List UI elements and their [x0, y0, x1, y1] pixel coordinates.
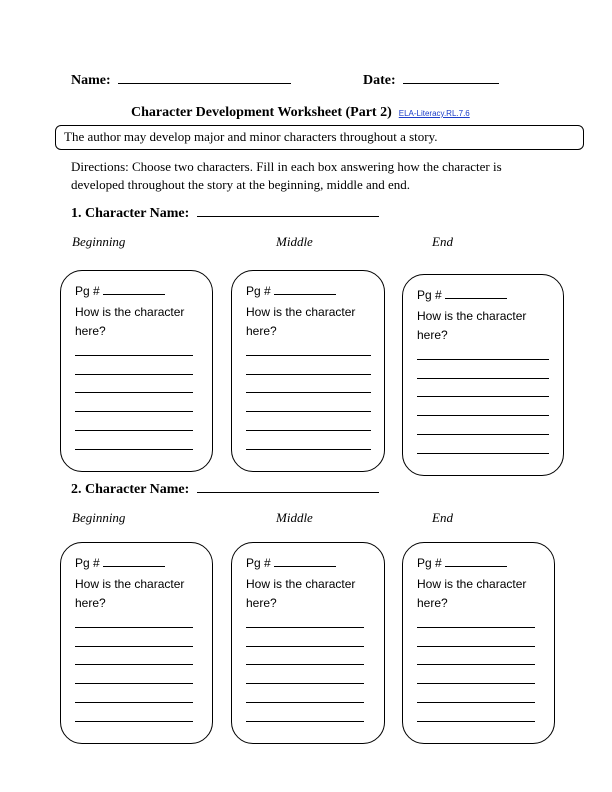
answer-line[interactable]	[246, 374, 371, 375]
character-2-row	[71, 482, 379, 498]
section-1-stage-beginning: Beginning	[72, 234, 126, 249]
pg-blank[interactable]	[274, 294, 336, 295]
date-blank[interactable]	[403, 83, 499, 84]
box-question: How is the character here?	[246, 577, 356, 610]
answer-line[interactable]	[417, 396, 549, 397]
answer-line[interactable]	[246, 664, 364, 665]
character-2-label: 2. Character Name:	[71, 482, 190, 497]
section-2-beginning-box[interactable]	[60, 542, 213, 744]
box-question: How is the character here?	[75, 305, 185, 338]
answer-line[interactable]	[246, 646, 364, 647]
pg-label: Pg #	[417, 288, 442, 302]
intro-text: The author may develop major and minor characters throughout a story.	[64, 129, 438, 144]
section-1-end-box[interactable]	[402, 274, 564, 476]
answer-line[interactable]	[246, 392, 371, 393]
pg-blank[interactable]	[445, 566, 507, 567]
answer-line[interactable]	[246, 449, 371, 450]
section-2-stage-beginning: Beginning	[72, 510, 126, 525]
answer-line[interactable]	[246, 721, 364, 722]
answer-line[interactable]	[75, 627, 193, 628]
answer-line[interactable]	[246, 683, 364, 684]
section-1-stage-end: End	[432, 234, 453, 249]
character-1-label: 1. Character Name:	[71, 206, 190, 221]
character-1-name-blank[interactable]	[197, 216, 379, 217]
page-number-field	[75, 556, 165, 570]
answer-line[interactable]	[75, 355, 193, 356]
section-2-stage-middle: Middle	[276, 510, 313, 525]
date-label: Date:	[363, 73, 396, 88]
date-field-row	[363, 73, 499, 89]
pg-blank[interactable]	[103, 294, 165, 295]
pg-blank[interactable]	[445, 298, 507, 299]
answer-line[interactable]	[75, 646, 193, 647]
section-1-beginning-box[interactable]	[60, 270, 213, 472]
answer-line[interactable]	[75, 683, 193, 684]
worksheet-title	[131, 103, 470, 121]
answer-line[interactable]	[75, 721, 193, 722]
answer-line[interactable]	[75, 449, 193, 450]
directions	[71, 158, 502, 194]
answer-line[interactable]	[75, 702, 193, 703]
intro-box	[55, 125, 584, 150]
answer-line[interactable]	[75, 392, 193, 393]
page-number-field	[246, 284, 336, 298]
answer-line[interactable]	[417, 721, 535, 722]
box-question: How is the character here?	[417, 577, 527, 610]
answer-line[interactable]	[417, 683, 535, 684]
answer-line[interactable]	[75, 374, 193, 375]
directions-line-1: Directions: Choose two characters. Fill in each box answering how the character is	[71, 159, 502, 174]
section-2-end-box[interactable]	[402, 542, 555, 744]
answer-line[interactable]	[246, 702, 364, 703]
page-number-field	[75, 284, 165, 298]
section-1-stage-middle: Middle	[276, 234, 313, 249]
box-question: How is the character here?	[246, 305, 356, 338]
title-text: Character Development Worksheet (Part 2)	[131, 105, 392, 120]
box-question: How is the character here?	[75, 577, 185, 610]
section-2-middle-box[interactable]	[231, 542, 385, 744]
character-1-row	[71, 206, 379, 222]
answer-line[interactable]	[417, 378, 549, 379]
answer-line[interactable]	[417, 434, 549, 435]
section-1-middle-box[interactable]	[231, 270, 385, 472]
page-number-field	[417, 288, 507, 302]
pg-label: Pg #	[246, 284, 271, 298]
directions-line-2: developed throughout the story at the beginning, middle and end.	[71, 177, 411, 192]
answer-line[interactable]	[417, 415, 549, 416]
page-number-field	[246, 556, 336, 570]
answer-line[interactable]	[417, 453, 549, 454]
box-question: How is the character here?	[417, 309, 527, 342]
pg-label: Pg #	[75, 556, 100, 570]
name-label: Name:	[71, 73, 111, 88]
pg-label: Pg #	[246, 556, 271, 570]
answer-line[interactable]	[417, 627, 535, 628]
answer-line[interactable]	[246, 627, 364, 628]
standard-link[interactable]: ELA-Literacy.RL.7.6	[398, 109, 470, 118]
answer-line[interactable]	[75, 411, 193, 412]
pg-label: Pg #	[75, 284, 100, 298]
answer-line[interactable]	[75, 430, 193, 431]
answer-line[interactable]	[246, 430, 371, 431]
answer-line[interactable]	[417, 702, 535, 703]
answer-line[interactable]	[246, 411, 371, 412]
answer-line[interactable]	[75, 664, 193, 665]
name-field-row	[71, 73, 291, 89]
character-2-name-blank[interactable]	[197, 492, 379, 493]
section-2-stage-end: End	[432, 510, 453, 525]
pg-blank[interactable]	[103, 566, 165, 567]
pg-blank[interactable]	[274, 566, 336, 567]
answer-line[interactable]	[417, 664, 535, 665]
pg-label: Pg #	[417, 556, 442, 570]
page-number-field	[417, 556, 507, 570]
answer-line[interactable]	[246, 355, 371, 356]
answer-line[interactable]	[417, 646, 535, 647]
name-blank[interactable]	[118, 83, 291, 84]
answer-line[interactable]	[417, 359, 549, 360]
